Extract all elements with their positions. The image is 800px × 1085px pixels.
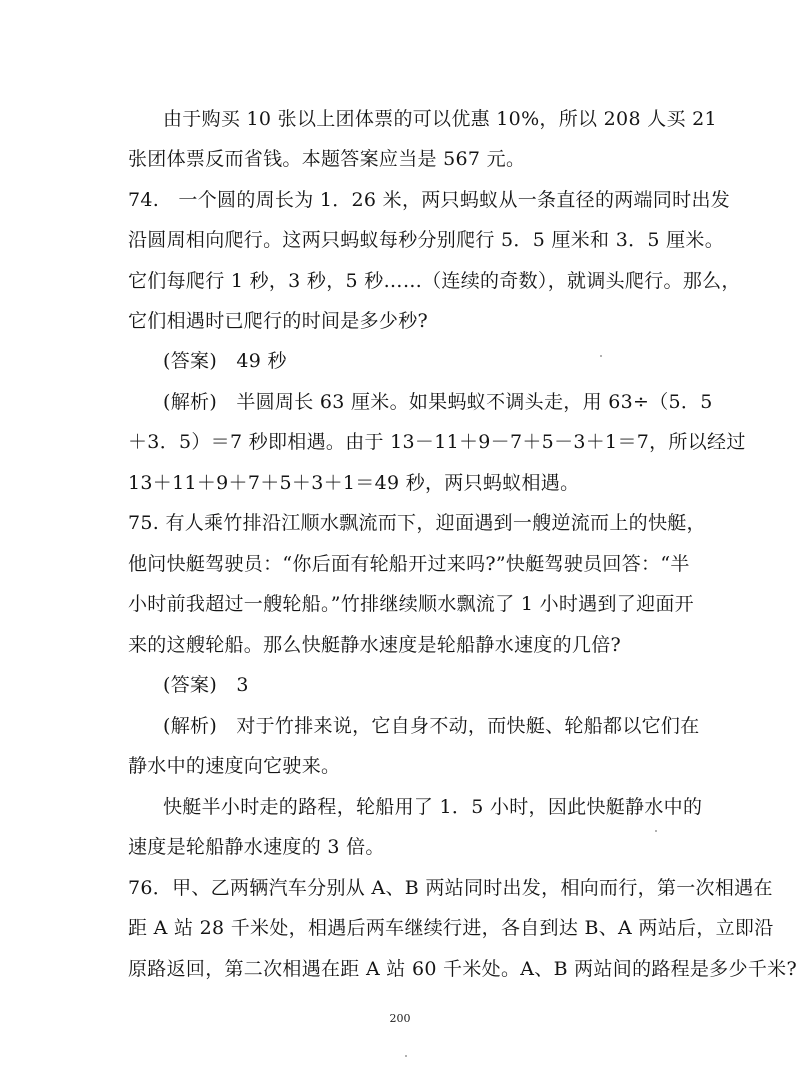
problem-75-answer: (答案) 3 <box>163 674 249 696</box>
problem-74-analysis-line-3: 13＋11＋9＋7＋5＋3＋1＝49 秒，两只蚂蚁相遇。 <box>128 472 580 494</box>
page-number: 200 <box>389 1012 411 1025</box>
scan-speck <box>655 830 657 832</box>
problem-74-analysis-line-1: (解析) 半圆周长 63 厘米。如果蚂蚁不调头走，用 63÷（5．5 <box>163 391 713 413</box>
problem-76-line-1: 76．甲、乙两辆汽车分别从 A、B 两站同时出发，相向而行，第一次相遇在 <box>128 877 773 899</box>
scan-speck <box>600 355 602 357</box>
scan-speck <box>405 1055 407 1057</box>
problem-75-analysis-line-4: 速度是轮船静水速度的 3 倍。 <box>128 836 385 858</box>
problem-74-line-2: 沿圆周相向爬行。这两只蚂蚁每秒分别爬行 5．5 厘米和 3．5 厘米。 <box>128 229 725 251</box>
problem-75-line-2: 他问快艇驾驶员：“你后面有轮船开过来吗?”快艇驾驶员回答：“半 <box>128 553 690 575</box>
problem-75-analysis-line-3: 快艇半小时走的路程，轮船用了 1．5 小时，因此快艇静水中的 <box>163 796 703 818</box>
problem-74-line-3: 它们每爬行 1 秒，3 秒，5 秒……（连续的奇数），就调头爬行。那么， <box>128 270 741 292</box>
problem-74-answer: (答案) 49 秒 <box>163 350 287 372</box>
problem-75-line-4: 来的这艘轮船。那么快艇静水速度是轮船静水速度的几倍? <box>128 634 621 656</box>
problem-74-line-1: 74. 一个圆的周长为 1．26 米，两只蚂蚁从一条直径的两端同时出发 <box>128 189 731 211</box>
problem-75-line-1: 75. 有人乘竹排沿江顺水飘流而下，迎面遇到一艘逆流而上的快艇， <box>128 512 706 534</box>
problem-75-analysis-line-2: 静水中的速度向它驶来。 <box>128 755 341 777</box>
text-line-2: 张团体票反而省钱。本题答案应当是 567 元。 <box>128 148 526 170</box>
problem-74-analysis-line-2: ＋3．5）＝7 秒即相遇。由于 13－11＋9－7＋5－3＋1＝7，所以经过 <box>128 431 746 453</box>
problem-74-line-4: 它们相遇时已爬行的时间是多少秒? <box>128 310 428 332</box>
problem-75-analysis-line-1: (解析) 对于竹排来说，它自身不动，而快艇、轮船都以它们在 <box>163 715 700 737</box>
problem-76-line-2: 距 A 站 28 千米处，相遇后两车继续行进，各自到达 B、A 两站后，立即沿 <box>128 917 774 939</box>
problem-76-line-3: 原路返回，第二次相遇在距 A 站 60 千米处。A、B 两站间的路程是多少千米? <box>128 958 797 980</box>
text-line-1: 由于购买 10 张以上团体票的可以优惠 10%，所以 208 人买 21 <box>163 108 717 130</box>
problem-75-line-3: 小时前我超过一艘轮船。”竹排继续顺水飘流了 1 小时遇到了迎面开 <box>128 593 694 615</box>
